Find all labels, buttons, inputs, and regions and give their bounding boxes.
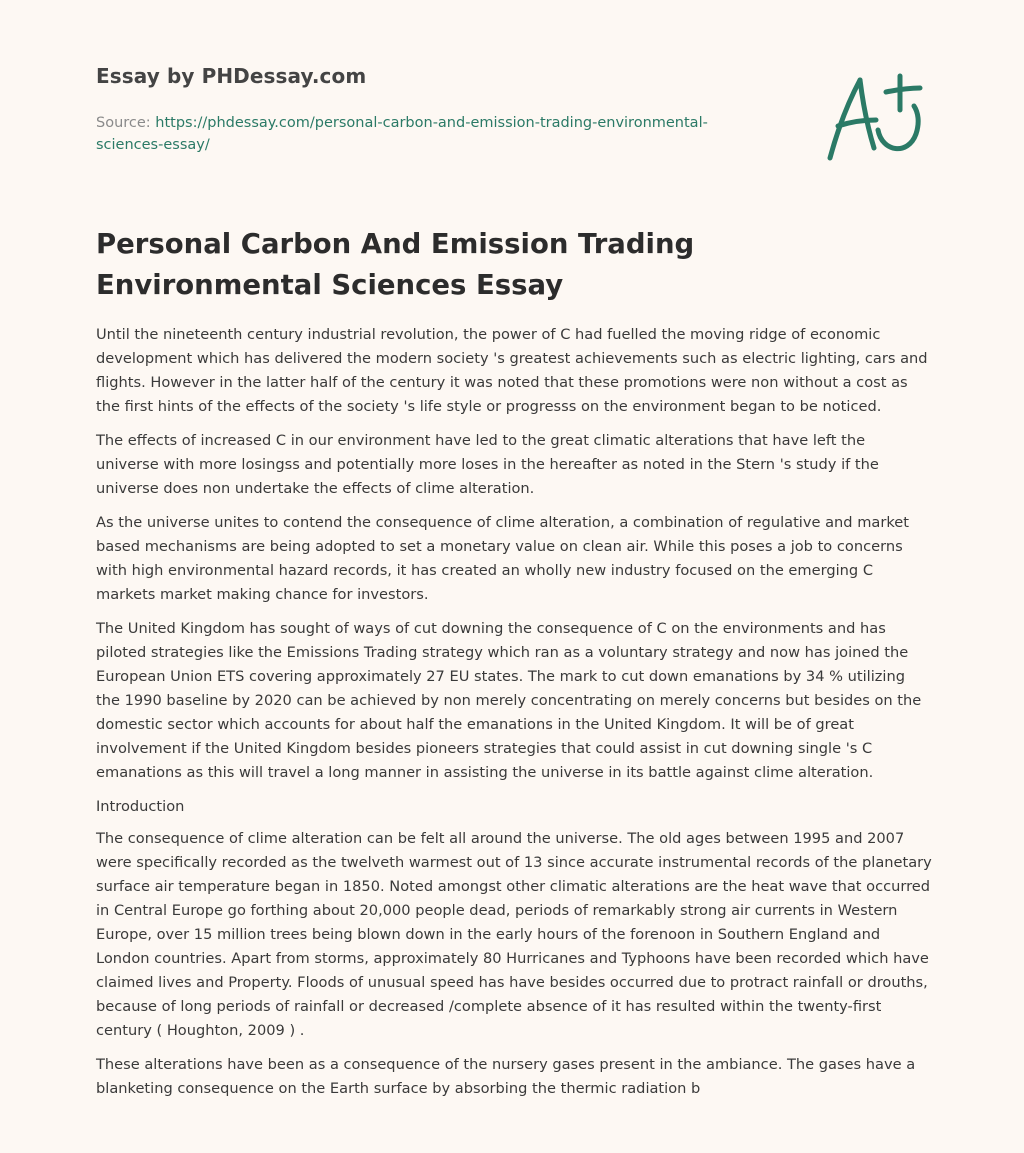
source-link-line1: https://phdessay.com/personal-carbon-and-emission-trading-environmental-	[155, 115, 708, 131]
source-label: Source:	[96, 115, 151, 131]
paragraph: The consequence of clime alteration can be felt all around the universe. The old ages between 1995 and 2007 were specifically recorded as the twelveth warmest out of 13 since accurate instrumental records of the planetary surface air temperature began in 1850. Noted amongst other climatic alterations are the heat wave that occurred in Central Europe go forthing about 20,000 people dead, periods of remarkably strong air currents in Western Europe, over 15 million trees being blown down in the early hours of the forenoon in Southern England and London countries. Apart from storms, approximately 80 Hurricanes and Typhoons have been recorded which have claimed lives and Property. Floods of unusual speed has have besides occurred due to protract rainfall or drouths, because of long periods of rainfall or decreased /complete absence of it has resulted within the twenty-first century ( Houghton, 2009 ) .	[96, 830, 932, 1039]
source-link[interactable]	[96, 115, 708, 153]
paragraph: These alterations have been as a consequence of the nursery gases present in the ambiance. The gases have a blanketing consequence on the Earth surface by absorbing the thermic radiation b	[96, 1056, 916, 1097]
paragraph: As the universe unites to contend the consequence of clime alteration, a combination of regulative and market based mechanisms are being adopted to set a monetary value on clean air. While this poses a job to concerns with high environmental hazard records, it has created an wholly new industry focused on the emerging C markets market making chance for investors.	[96, 514, 909, 603]
paragraph: The United Kingdom has sought of ways of cut downing the consequence of C on the environments and has piloted strategies like the Emissions Trading strategy which ran as a voluntary strategy and now has joined the European Union ETS covering approximately 27 EU states. The mark to cut down emanations by 34 % utilizing the 1990 baseline by 2020 can be achieved by non merely concentrating on merely concerns but besides on the domestic sector which accounts for about half the emanations in the United Kingdom. It will be of great involvement if the United Kingdom besides pioneers strategies that could assist in cut downing single 's C emanations as this will travel a long manner in assisting the universe in its battle against clime alteration.	[96, 620, 922, 781]
section-heading: Introduction	[96, 798, 185, 815]
essay-title: Personal Carbon And Emission Trading Environmental Sciences Essay	[96, 228, 695, 301]
source-line	[96, 112, 736, 156]
source-link-line2: sciences-essay/	[96, 137, 210, 153]
paragraph: Until the nineteenth century industrial revolution, the power of C had fuelled the moving ridge of economic development which has delivered the modern society 's greatest achievements such as electric lighting, cars and flights. However in the latter half of the century it was noted that these promotions were non without a cost as the first hints of the effects of the society 's life style or progresss on the environment began to be noticed.	[96, 326, 928, 415]
essay-body	[96, 323, 932, 1111]
site-title: Essay by PHDessay.com	[96, 64, 367, 88]
a-plus-logo-icon	[820, 66, 932, 166]
paragraph: The effects of increased C in our environment have led to the great climatic alterations that have left the universe with more losingss and potentially more loses in the hereafter as noted in the Stern 's study if the universe does non undertake the effects of clime alteration.	[96, 432, 879, 497]
